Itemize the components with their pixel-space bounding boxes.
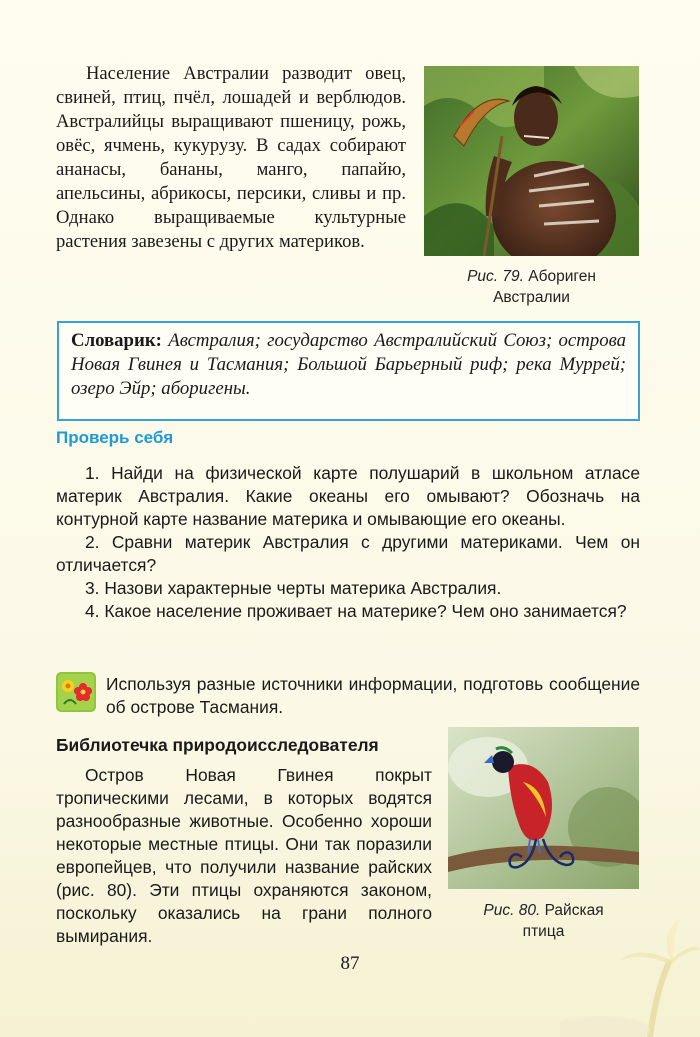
intro-paragraph (56, 62, 406, 254)
figure-79-caption-line2: Австралии (493, 289, 570, 306)
activity-icon (56, 672, 96, 712)
vocabulary-label: Словарик: (71, 330, 162, 351)
figure-79-label: Рис. 79. (467, 268, 524, 285)
figure-80-caption-line2: птица (522, 923, 565, 940)
check-yourself-heading: Проверь себя (56, 428, 174, 447)
intro-text: Население Австралии разводит овец, свиней, птиц, пчёл, лошадей и верблюдов. Австралийцы выращивают пшеницу, рожь, овёс, ячмень, кукурузу. В садах собирают ананасы, бананы, манго, папайю, апельсины, абрикосы, персики, сливы и пр. Однако выращиваемые культурные растения завезены с других материков. (56, 63, 406, 252)
vocabulary-box (57, 321, 640, 421)
page-number: 87 (340, 953, 360, 974)
library-heading: Библиотечка природоисследователя (56, 735, 379, 755)
figure-80-label: Рис. 80. (483, 902, 541, 919)
task-text: Используя разные источники информации, подготовь сообщение об острове Тасмания. (106, 674, 640, 717)
figure-80-caption-line1: Райская (544, 902, 604, 919)
library-text: Остров Новая Гвинея покрыт тропическими лесами, в которых водятся разнообразные животные. Особенно хороши некоторые местные птицы. Они так поразили европейцев, что получили название райских (рис. 80). Эти птицы охраняются законом, поскольку оказались на грани полного вымирания. (56, 765, 432, 946)
figure-79-caption (424, 266, 639, 308)
question-item: 4. Какое население проживает на материке? Чем оно занимается? (85, 601, 627, 621)
question-list (56, 462, 640, 623)
vocabulary-text: Австралия; государство Австралийский Союз; острова Новая Гвинея и Тасмания; Большой Барьерный риф; река Муррей; озеро Эйр; аборигены. (71, 330, 627, 399)
question-item: 3. Назови характерные черты материка Австралия. (85, 578, 502, 598)
aborigine-photo (424, 66, 639, 256)
question-item: 1. Найди на физической карте полушарий в школьном атласе материк Австралия. Какие океаны его омывают? Обозначь на контурной карте название материка и омывающие его океаны. (56, 463, 640, 529)
question-item: 2. Сравни материк Австралия с другими материками. Чем он отличается? (56, 532, 640, 575)
figure-79-caption-line1: Абориген (528, 268, 596, 285)
bird-of-paradise-photo (448, 727, 639, 889)
library-paragraph (56, 764, 432, 948)
